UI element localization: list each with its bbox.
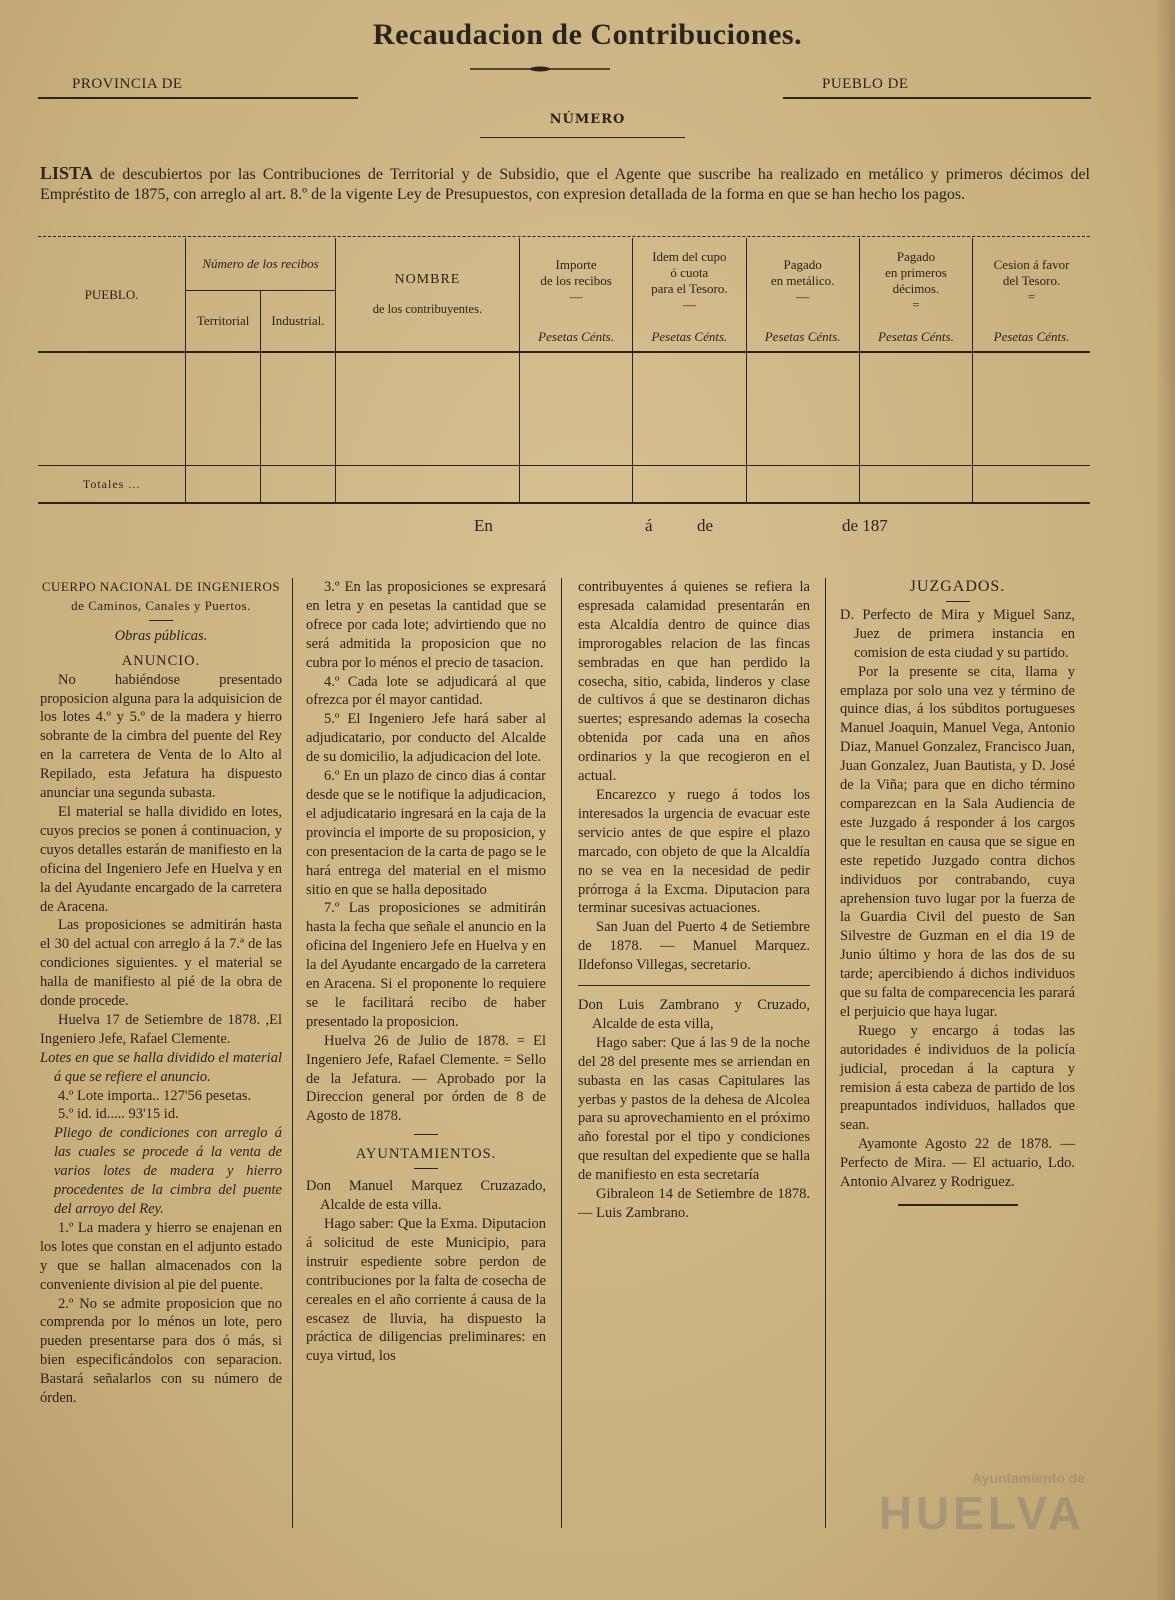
obras-heading: Obras públicas. xyxy=(114,627,208,644)
contribuyentes-p: contribuyentes á quienes se refiera la espresada calamidad presentarán en esta Alcaldía dentro de quince dias improrogables relacion de las fincas sembradas en que han perdido la cosecha, sitio, cabida, linderos y clase de cultivos á que se destinaron dichas suertes; espresando ademas la cosecha obtenida por cada una en años ordinarios y la que recogieron en el actual. xyxy=(578,579,810,785)
column-divider xyxy=(561,578,562,1528)
lista-body: de descubiertos por las Contribuciones de Territorial y de Subsidio, que el Agente que suscribe ha realizado en metálico y primeros décimos del Empréstito de 1875, con arreglo al art. 8.º de la vigente Ley de Presupuestos, con expresion detallada de la forma en que se han hecho los pagos. xyxy=(40,166,1090,203)
condicion-7: 7.º Las proposiciones se admitirán hasta la fecha que señale el anuncio en la oficina del Ingeniero Jefe en Huelva y en la del Ayudante encargado de la carretera en Aracena. Si el proponente lo requiere se le facilitará recibo de haber presentado la proposicion. xyxy=(306,900,546,1030)
aprobacion-firma: Huelva 26 de Julio de 1878. = El Ingeniero Jefe, Rafael Clemente. = Sello de la Jefatura. — Aprobado por la Direccion general por órden de 8 de Agosto de 1878. xyxy=(306,1032,546,1125)
col-pagado-header: Pagado en metálico. — xyxy=(746,238,859,323)
col-idem-header: Idem del cupo ó cuota para el Tesoro. — xyxy=(633,238,746,323)
column-divider xyxy=(825,578,826,1528)
column-divider xyxy=(292,578,293,1528)
table-top-rule xyxy=(38,236,1090,237)
column-ayuntamientos-cont xyxy=(578,578,810,1223)
juez-don: D. Perfecto de Mira y Miguel Sanz, Juez de primera instancia en comision de esta ciudad y su partido. xyxy=(840,606,1075,661)
fecha-de: de xyxy=(697,516,714,535)
col-recibos-header: Número de los recibos xyxy=(186,238,336,291)
column-obras-publicas xyxy=(40,578,282,1408)
col-territorial-header: Territorial xyxy=(186,291,261,353)
ayamonte-firma: Ayamonte Agosto 22 de 1878. — Perfecto de Mira. — El actuario, Ldo. Antonio Alvarez y Rodriguez. xyxy=(840,1136,1075,1191)
fecha-en: En xyxy=(474,516,493,535)
condicion-3: 3.º En las proposiciones se expresará en letra y en pesetas la cantidad que se ofrece por cada lote; advirtiendo que no será admitida la proposicion que no cubra por lo ménos el precio de tasacion. xyxy=(306,579,546,671)
col-nombre-header: NOMBRE de los contribuyentes. xyxy=(335,238,519,352)
numero-rule xyxy=(480,137,685,138)
lista-first-word: LISTA xyxy=(40,163,93,183)
anuncio-p3: Las proposiciones se admitirán hasta el 30 del actual con arreglo á la 7.ª de las condiciones siguientes. y el material se halla de manifiesto al pié de la obra de donde procede. xyxy=(40,917,282,1010)
col-industrial-header: Industrial. xyxy=(261,291,336,353)
anuncio-p1: No habiéndose presentado proposicion alguna para la adquisicion de los lotes 4.º y 5.º de la madera y hierro sobrante de la cimbra del puente del Rey en la carretera de Venta de lo Alto al Repilado, esta Jefatura ha dispuesto anunciar una segunda subasta. xyxy=(40,671,282,802)
cesion-units: Pesetas Cénts. xyxy=(973,323,1090,352)
alcalde-don: Don Manuel Marquez Cruzazado, Alcalde de esta villa. xyxy=(306,1178,546,1214)
col-pueblo-header: PUEBLO. xyxy=(38,238,186,352)
section-rule xyxy=(578,985,810,986)
numero-label: NÚMERO xyxy=(549,112,626,127)
anuncio-heading: ANUNCIO. xyxy=(121,652,201,669)
lote-5: 5.º id. id..... 93'15 id. xyxy=(58,1106,179,1123)
lote-4: 4.º Lote importa.. 127'56 pesetas. xyxy=(58,1087,252,1104)
watermark-logo: Ayuntamiento de HUELVA xyxy=(878,1470,1085,1539)
pueblo-rule xyxy=(783,97,1091,99)
anuncio-p2: El material se halla dividido en lotes, cuyos precios se ponen á continuacion, y cuyos detalles estarán de manifiesto en la oficina del Ingeniero Jefe en Huelva y en la del Ayudante encargado de la carretera de Aracena. xyxy=(40,803,282,915)
org-subtitle: de Caminos, Canales y Puertos. xyxy=(71,597,251,613)
condicion-2: 2.º No se admite proposicion que no comprenda por lo ménos un lote, pero pueden presentarse para dos ó más, si bien especificándolos con separacion. Bastará señalarlos con su número de órden. xyxy=(40,1295,282,1407)
pagado-units: Pesetas Cénts. xyxy=(746,323,859,352)
page-edge xyxy=(1155,0,1175,1600)
lista-text xyxy=(40,163,1090,205)
pliego-heading: Pliego de condiciones con arreglo á las cuales se procede á la venta de varios lotes de madera y hierro procedentes de la cimbra del puente del arroyo del Rey. xyxy=(54,1125,282,1217)
condicion-6: 6.º En un plazo de cinco dias á contar desde que se le notifique la adjudicacion, el adjudicatario ingresará en la caja de la provincia el importe de su proposicion, y con presentacion de la carta de pago se le hará entrega del material en el mismo sitio en que se halla depositado xyxy=(306,768,546,898)
end-rule xyxy=(898,1204,1018,1206)
pueblo-label: PUEBLO DE xyxy=(822,76,909,92)
fecha-a: á xyxy=(645,516,653,535)
juzgado-p2: Ruego y encargo á todas las autoridades é individuos de la policía judicial, procedan á la captura y remision á esta cabeza de partido de los preapuntados individuos, hallados que sean. xyxy=(840,1022,1075,1134)
juzgados-heading: JUZGADOS. xyxy=(909,578,1006,595)
anuncio-firma: Huelva 17 de Setiembre de 1878. ,El Ingeniero Jefe, Rafael Clemente. xyxy=(40,1011,282,1047)
condicion-4: 4.º Cada lote se adjudicará al que ofrezca por él mayor cantidad. xyxy=(306,673,546,709)
table-body-row xyxy=(38,352,1090,466)
condicion-5: 5.º El Ingeniero Jefe hará saber al adjudicatario, por conducto del Alcalde de su domicilio, la adjudicacion del lote. xyxy=(306,711,546,766)
pagado-decimos-units: Pesetas Cénts. xyxy=(859,323,972,352)
totales-label: Totales ... xyxy=(38,466,186,504)
zambrano-don: Don Luis Zambrano y Cruzado, Alcalde de esta villa, xyxy=(578,997,810,1032)
idem-units: Pesetas Cénts. xyxy=(633,323,746,352)
san-juan-firma: San Juan del Puerto 4 de Setiembre de 1878. — Manuel Marquez. Ildefonso Villegas, secretario. xyxy=(578,919,810,974)
importe-units: Pesetas Cénts. xyxy=(519,323,632,352)
fecha-de-187: de 187 xyxy=(842,516,888,535)
col-importe-header: Importe de los recibos — xyxy=(519,238,632,323)
column-ayuntamientos xyxy=(306,578,546,1366)
lotes-heading: Lotes en que se halla dividido el material á que se refiere el anuncio. xyxy=(40,1049,282,1085)
provincia-rule xyxy=(38,97,358,99)
gibraleon-firma: Gibraleon 14 de Setiembre de 1878. — Luis Zambrano. xyxy=(578,1186,810,1221)
juzgado-p1: Por la presente se cita, llama y emplaza por solo una vez y término de quince dias, á los súbditos portugueses Manuel Joaquin, Manuel Vega, Antonio Diaz, Manuel Gonzalez, Francisco Juan, Juan Gonzalez, Juan Bautista, y D. José de la Viña; para que en dicho término comparezcan en la Sala Audiencia de este Juzgado á responder á los cargos que le resultan en causa que se sigue en este repetido Juzgado contra dichos individuos por contrabando, cuya aprehension tuvo lugar por la fuerza de la Guardia Civil del puesto de San Silvestre de Guzman en el dia 19 de Junio último y hora de las dos de su tarde; apercibiendo á dichos individuos que su falta de comparecencia les parará el perjuicio que haya lugar. xyxy=(840,663,1075,1020)
column-juzgados xyxy=(840,578,1075,1206)
col-cesion-header: Cesion á favor del Tesoro. = xyxy=(973,238,1090,323)
totales-row xyxy=(38,466,1090,504)
contribuciones-table xyxy=(38,238,1090,504)
zambrano-hago: Hago saber: Que á las 9 de la noche del 28 del presente mes se arriendan en subasta en las casas Capitulares las yerbas y pastos de la dehesa de Alcolea para su aprovechamiento en el próximo año forestal por el tipo y condiciones que resultan del expediente que se halla de manifiesto en esta secretaría xyxy=(578,1034,810,1184)
col-pagado-decimos-header: Pagado en primeros décimos. = xyxy=(859,238,972,323)
condicion-1: 1.º La madera y hierro se enajenan en los lotes que constan en el adjunto estado y que se hallan almacenados con la conveniente division al pie del puente. xyxy=(40,1219,282,1293)
ayuntamientos-heading: AYUNTAMIENTOS. xyxy=(355,1146,497,1163)
provincia-label: PROVINCIA DE xyxy=(72,76,183,92)
encarezco-p: Encarezco y ruego á todos los interesados la urgencia de evacuar este servicio antes de que espire el plazo marcado, con objeto de que la Alcaldía no se vea en la necesidad de pedir prórroga á la Excma. Diputacion para terminar sucesivas actuaciones. xyxy=(578,786,810,917)
ornament xyxy=(470,66,610,72)
page-title: Recaudacion de Contribuciones. xyxy=(372,18,803,51)
org-name: CUERPO NACIONAL DE INGENIEROS xyxy=(41,579,281,594)
alcalde-hago: Hago saber: Que la Exma. Diputacion á solicitud de este Municipio, para instruir espediente sobre perdon de contribuciones por la falta de cosecha de cereales en el año corriente á causa de la escasez de lluvia, ha dispuesto la práctica de diligencias preliminares: en cuya virtud, los xyxy=(306,1216,546,1365)
